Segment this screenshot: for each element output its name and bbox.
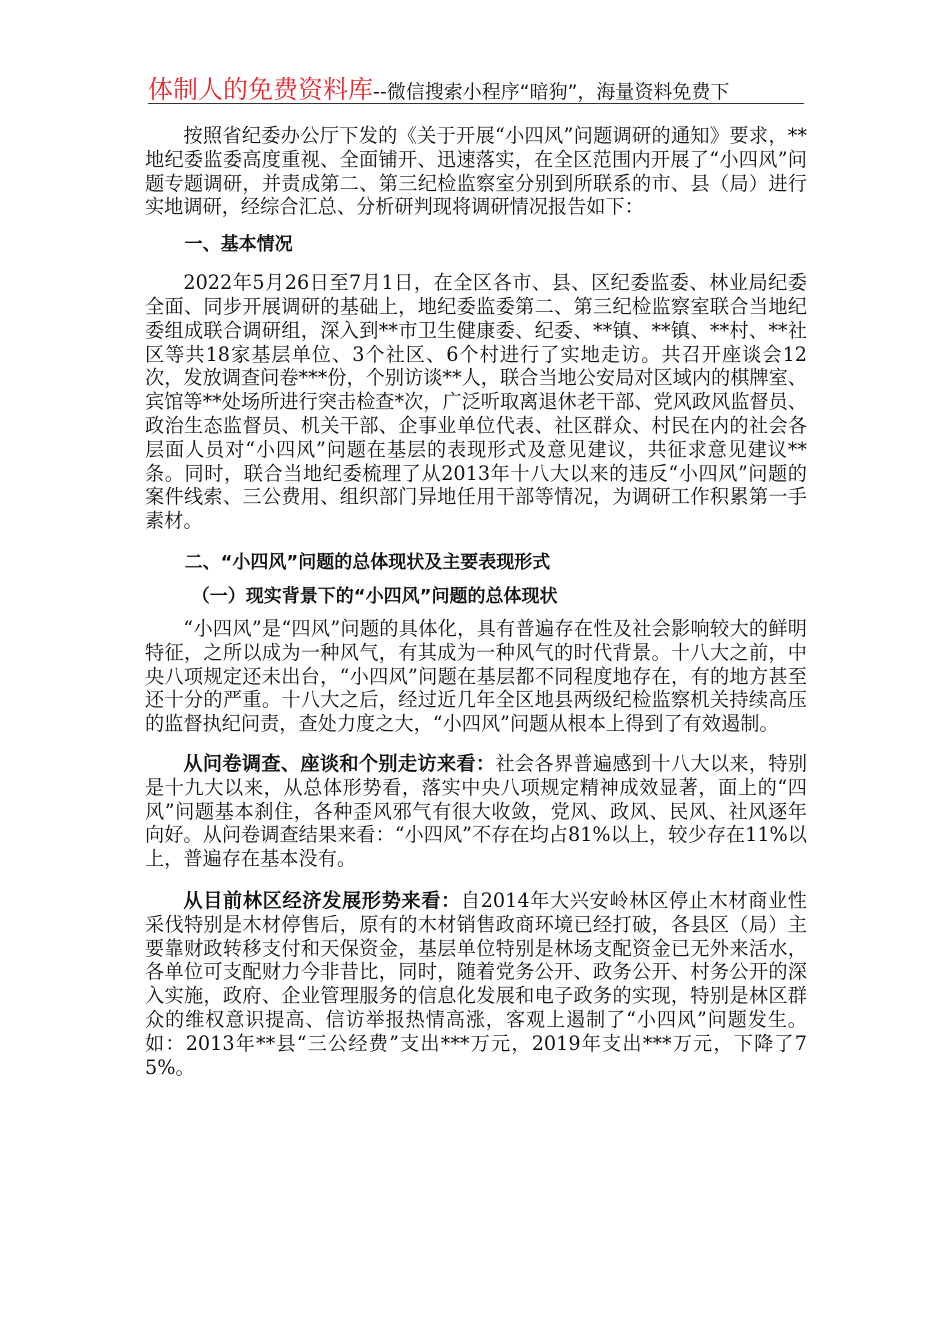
page-header <box>148 70 804 104</box>
header-brand: 体制人的免费资料库 <box>148 75 374 104</box>
survey-paragraph <box>145 752 807 871</box>
subsection-heading-status: （一）现实背景下的“小四风”问题的总体现状 <box>191 585 558 607</box>
survey-text: 社会各界普遍感到十八大以来，特别是十九大以来，从总体形势看，落实中央八项规定精神成效显著，面上的“四风”问题基本刹住，各种歪风邪气有很大收敛，党风、政风、民风、社风逐年向好。从问卷调查结果来看：“小四风”不存在均占81%以上，较少存在11%以上，普遍存在基本没有。 <box>145 751 808 871</box>
economy-lead: 从目前林区经济发展形势来看： <box>183 888 461 912</box>
section-heading-basic: 一、基本情况 <box>184 234 293 256</box>
intro-paragraph: 按照省纪委办公厅下发的《关于开展“小四风”问题调研的通知》要求，**地纪委监委高度重视、全面铺开、迅速落实，在全区范围内开展了“小四风”问题专题调研，并责成第二、第三纪检监察室分别到所联系的市、县（局）进行实地调研，经综合汇总、分析研判现将调研情况报告如下： <box>145 124 807 219</box>
section-heading-status: 二、“小四风”问题的总体现状及主要表现形式 <box>184 551 551 573</box>
document-body <box>145 124 807 1079</box>
economy-text: 自2014年大兴安岭林区停止木材商业性采伐特别是木材停售后，原有的木材销售政商环境已经打破，各县区（局）主要靠财政转移支付和天保资金，基层单位特别是林场支配资金已无外来活水，各单位可支配财力今非昔比，同时，随着党务公开、政务公开、村务公开的深入实施，政府、企业管理服务的信息化发展和电子政务的实现，特别是林区群众的维权意识提高、信访举报热情高涨，客观上遏制了“小四风”问题发生。如：2013年**县“三公经费”支出***万元，2019年支出***万元，下降了75%。 <box>145 888 807 1079</box>
economy-paragraph <box>145 889 807 1079</box>
survey-lead: 从问卷调查、座谈和个别走访来看： <box>183 751 496 775</box>
header-divider <box>148 103 804 104</box>
header-tagline: --微信搜索小程序“暗狗”，海量资料免费下 <box>373 81 730 103</box>
basic-situation-paragraph: 2022年5月26日至7月1日，在全区各市、县、区纪委监委、林业局纪委全面、同步开展调研的基础上，地纪委监委第二、第三纪检监察室联合当地纪委组成联合调研组，深入到**市卫生健康委、纪委、**镇、**镇、**村、**社区等共18家基层单位、3个社区、6个村进行了实地走访。共召开座谈会12次，发放调查问卷***份，个别访谈**人，联合当地公安局对区域内的棋牌室、宾馆等**处场所进行突击检查*次，广泛听取离退休老干部、党风政风监督员、政治生态监督员、机关干部、企事业单位代表、社区群众、村民在内的社会各层面人员对“小四风”问题在基层的表现形式及意见建议，共征求意见建议**条。同时，联合当地纪委梳理了从2013年十八大以来的违反“小四风”问题的案件线索、三公费用、组织部门异地任用干部等情况，为调研工作积累第一手素材。 <box>145 271 807 533</box>
background-paragraph: “小四风”是“四风”问题的具体化，具有普遍存在性及社会影响较大的鲜明特征，之所以成为一种风气，有其成为一种风气的时代背景。十八大之前，中央八项规定还未出台，“小四风”问题在基层都不同程度地存在，有的地方甚至还十分的严重。十八大之后，经过近几年全区地县两级纪检监察机关持续高压的监督执纪问责，查处力度之大，“小四风”问题从根本上得到了有效遏制。 <box>145 616 807 736</box>
